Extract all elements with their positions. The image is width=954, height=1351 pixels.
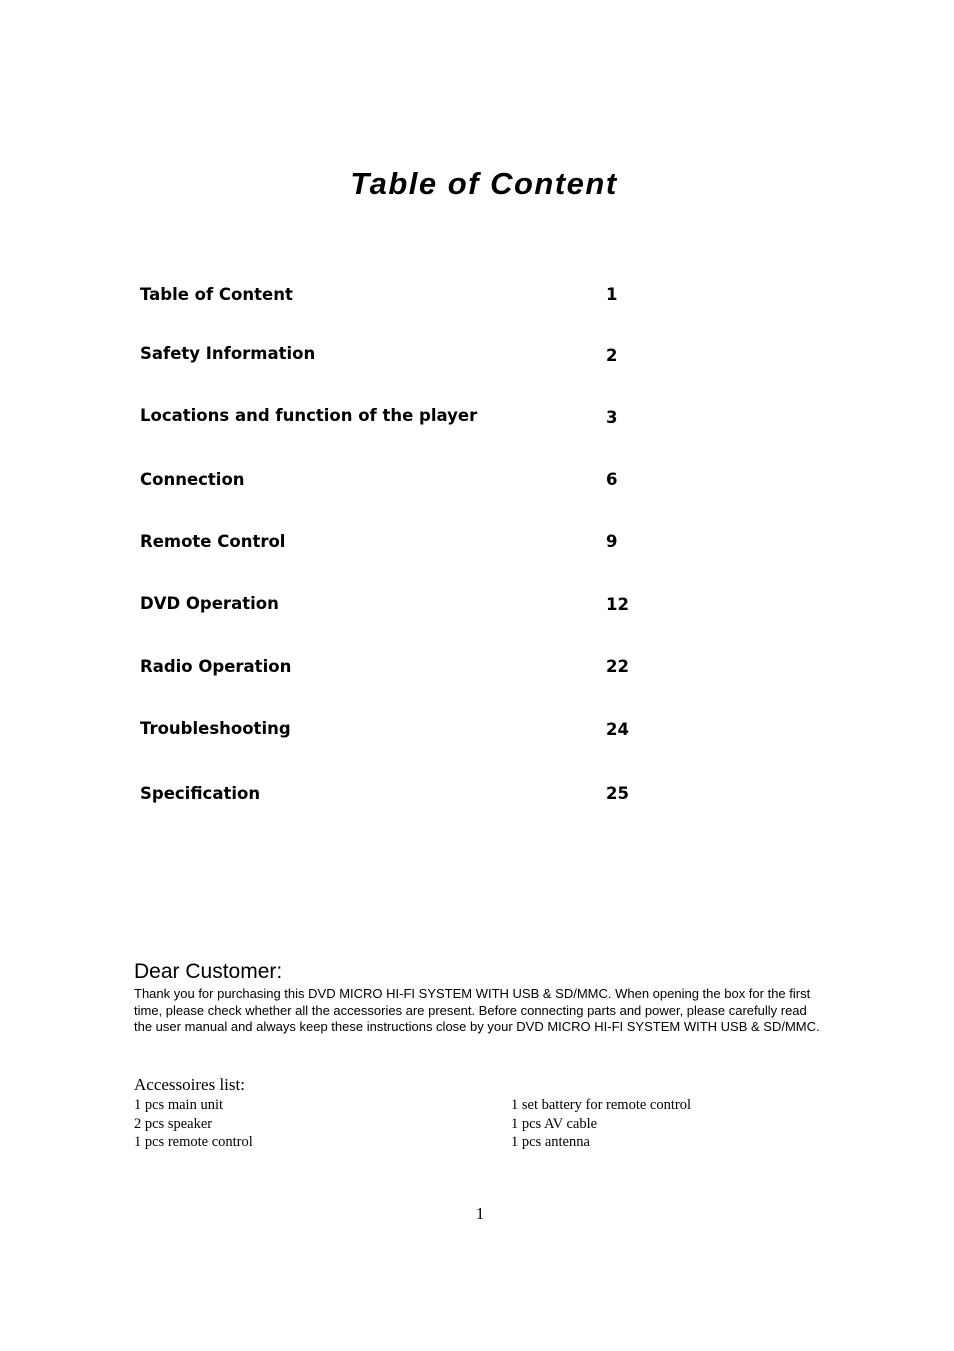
toc-entry-label: Specification (140, 784, 261, 803)
toc-entry-label: Safety Information (140, 344, 316, 363)
toc-entry (140, 470, 660, 494)
toc-entry-page: 22 (606, 657, 629, 676)
toc-entry-label: Remote Control (140, 532, 286, 551)
toc-entry (140, 406, 660, 430)
toc-entry-label: DVD Operation (140, 594, 279, 613)
accessories-column-left (134, 1096, 253, 1152)
toc-entry (140, 285, 660, 309)
toc-entry-label: Locations and function of the player (140, 406, 478, 425)
page-title: Table of Content (350, 166, 618, 201)
toc-entry (140, 657, 660, 681)
toc-entry (140, 719, 660, 743)
accessories-title: Accessoires list: (134, 1075, 245, 1094)
page-number: 1 (475, 1204, 485, 1223)
greeting-heading: Dear Customer: (134, 960, 283, 983)
toc-entry (140, 594, 660, 618)
toc-entry-page: 9 (606, 532, 618, 551)
toc-entry (140, 532, 660, 556)
accessory-item: 1 pcs AV cable (511, 1115, 598, 1132)
toc-entry (140, 784, 660, 808)
toc-entry-label: Table of Content (140, 285, 293, 304)
toc-entry-label: Connection (140, 470, 245, 489)
accessory-item: 1 set battery for remote control (511, 1097, 691, 1113)
accessories-column-right (511, 1096, 691, 1152)
accessory-item: 1 pcs antenna (511, 1134, 590, 1150)
toc-entry-page: 12 (606, 595, 629, 614)
intro-paragraph: Thank you for purchasing this DVD MICRO HI-FI SYSTEM WITH USB & SD/MMC. When opening the box for the first time, please check whether all the accessories are present. Before connecting parts and power, please carefully read the user manual and always keep these instructions close by your DVD MICRO HI-FI SYSTEM WITH USB & SD/MMC. (134, 986, 820, 1035)
toc-entry-page: 3 (606, 408, 618, 427)
toc-entry-page: 2 (606, 346, 618, 365)
toc-entry-label: Radio Operation (140, 657, 292, 676)
toc-entry-page: 1 (606, 285, 618, 304)
toc-entry-page: 24 (606, 720, 629, 739)
toc-entry-page: 25 (606, 784, 629, 803)
accessory-item: 2 pcs speaker (134, 1115, 213, 1132)
toc-entry (140, 344, 660, 368)
accessory-item: 1 pcs main unit (134, 1097, 224, 1113)
toc-entry-label: Troubleshooting (140, 719, 291, 738)
accessory-item: 1 pcs remote control (134, 1134, 253, 1150)
toc-entry-page: 6 (606, 470, 618, 489)
